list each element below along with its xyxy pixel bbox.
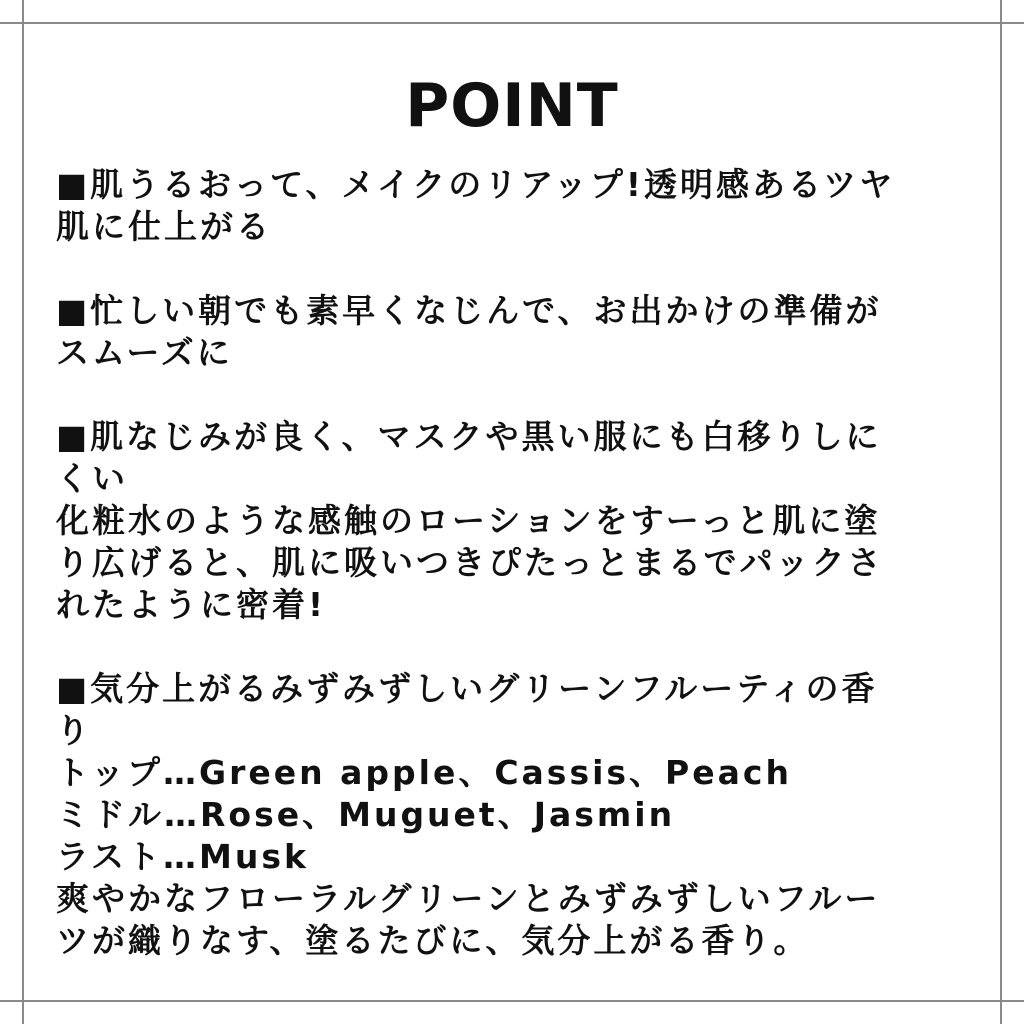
frame-top-line [0,22,1024,24]
text-line: 爽やかなフローラルグリーンとみずみずしいフルー [56,879,881,918]
text-line: ■忙しい朝でも素早くなじんで、お出かけの準備が [56,291,882,330]
section-no-transfer [56,416,956,626]
section-moisture [56,164,956,248]
frame-left-line [22,0,24,1024]
text-line: り [56,711,92,750]
text-line: 肌に仕上がる [56,207,272,246]
text-line: れたように密着! [56,585,327,624]
section-spacer [56,248,956,290]
text-line: くい [56,459,128,498]
text-line: ■気分上がるみずみずしいグリーンフルーティの香 [56,669,878,708]
text-line: ■肌なじみが良く、マスクや黒い服にも白移りしに [56,417,882,456]
text-line: スムーズに [56,333,233,372]
section-spacer [56,374,956,416]
text-line: り広げると、肌に吸いつきぴたっとまるでパックさ [56,543,884,582]
frame-right-line [1000,0,1002,1024]
frame-bottom-line [0,1000,1024,1002]
section-fragrance [56,668,956,962]
section-quick-absorb [56,290,956,374]
point-content [56,164,956,962]
text-line: ツが織りなす、塗るたびに、気分上がる香り。 [56,921,810,960]
page-title: POINT [405,71,619,141]
fragrance-top-note: トップ…Green apple、Cassis、Peach [56,753,792,792]
fragrance-last-note: ラスト…Musk [56,837,309,876]
fragrance-middle-note: ミドル…Rose、Muguet、Jasmin [56,795,676,834]
text-line: ■肌うるおって、メイクのリアップ!透明感あるツヤ [56,165,896,204]
section-spacer [56,626,956,668]
text-line: 化粧水のような感触のローションをすーっと肌に塗 [56,501,881,540]
